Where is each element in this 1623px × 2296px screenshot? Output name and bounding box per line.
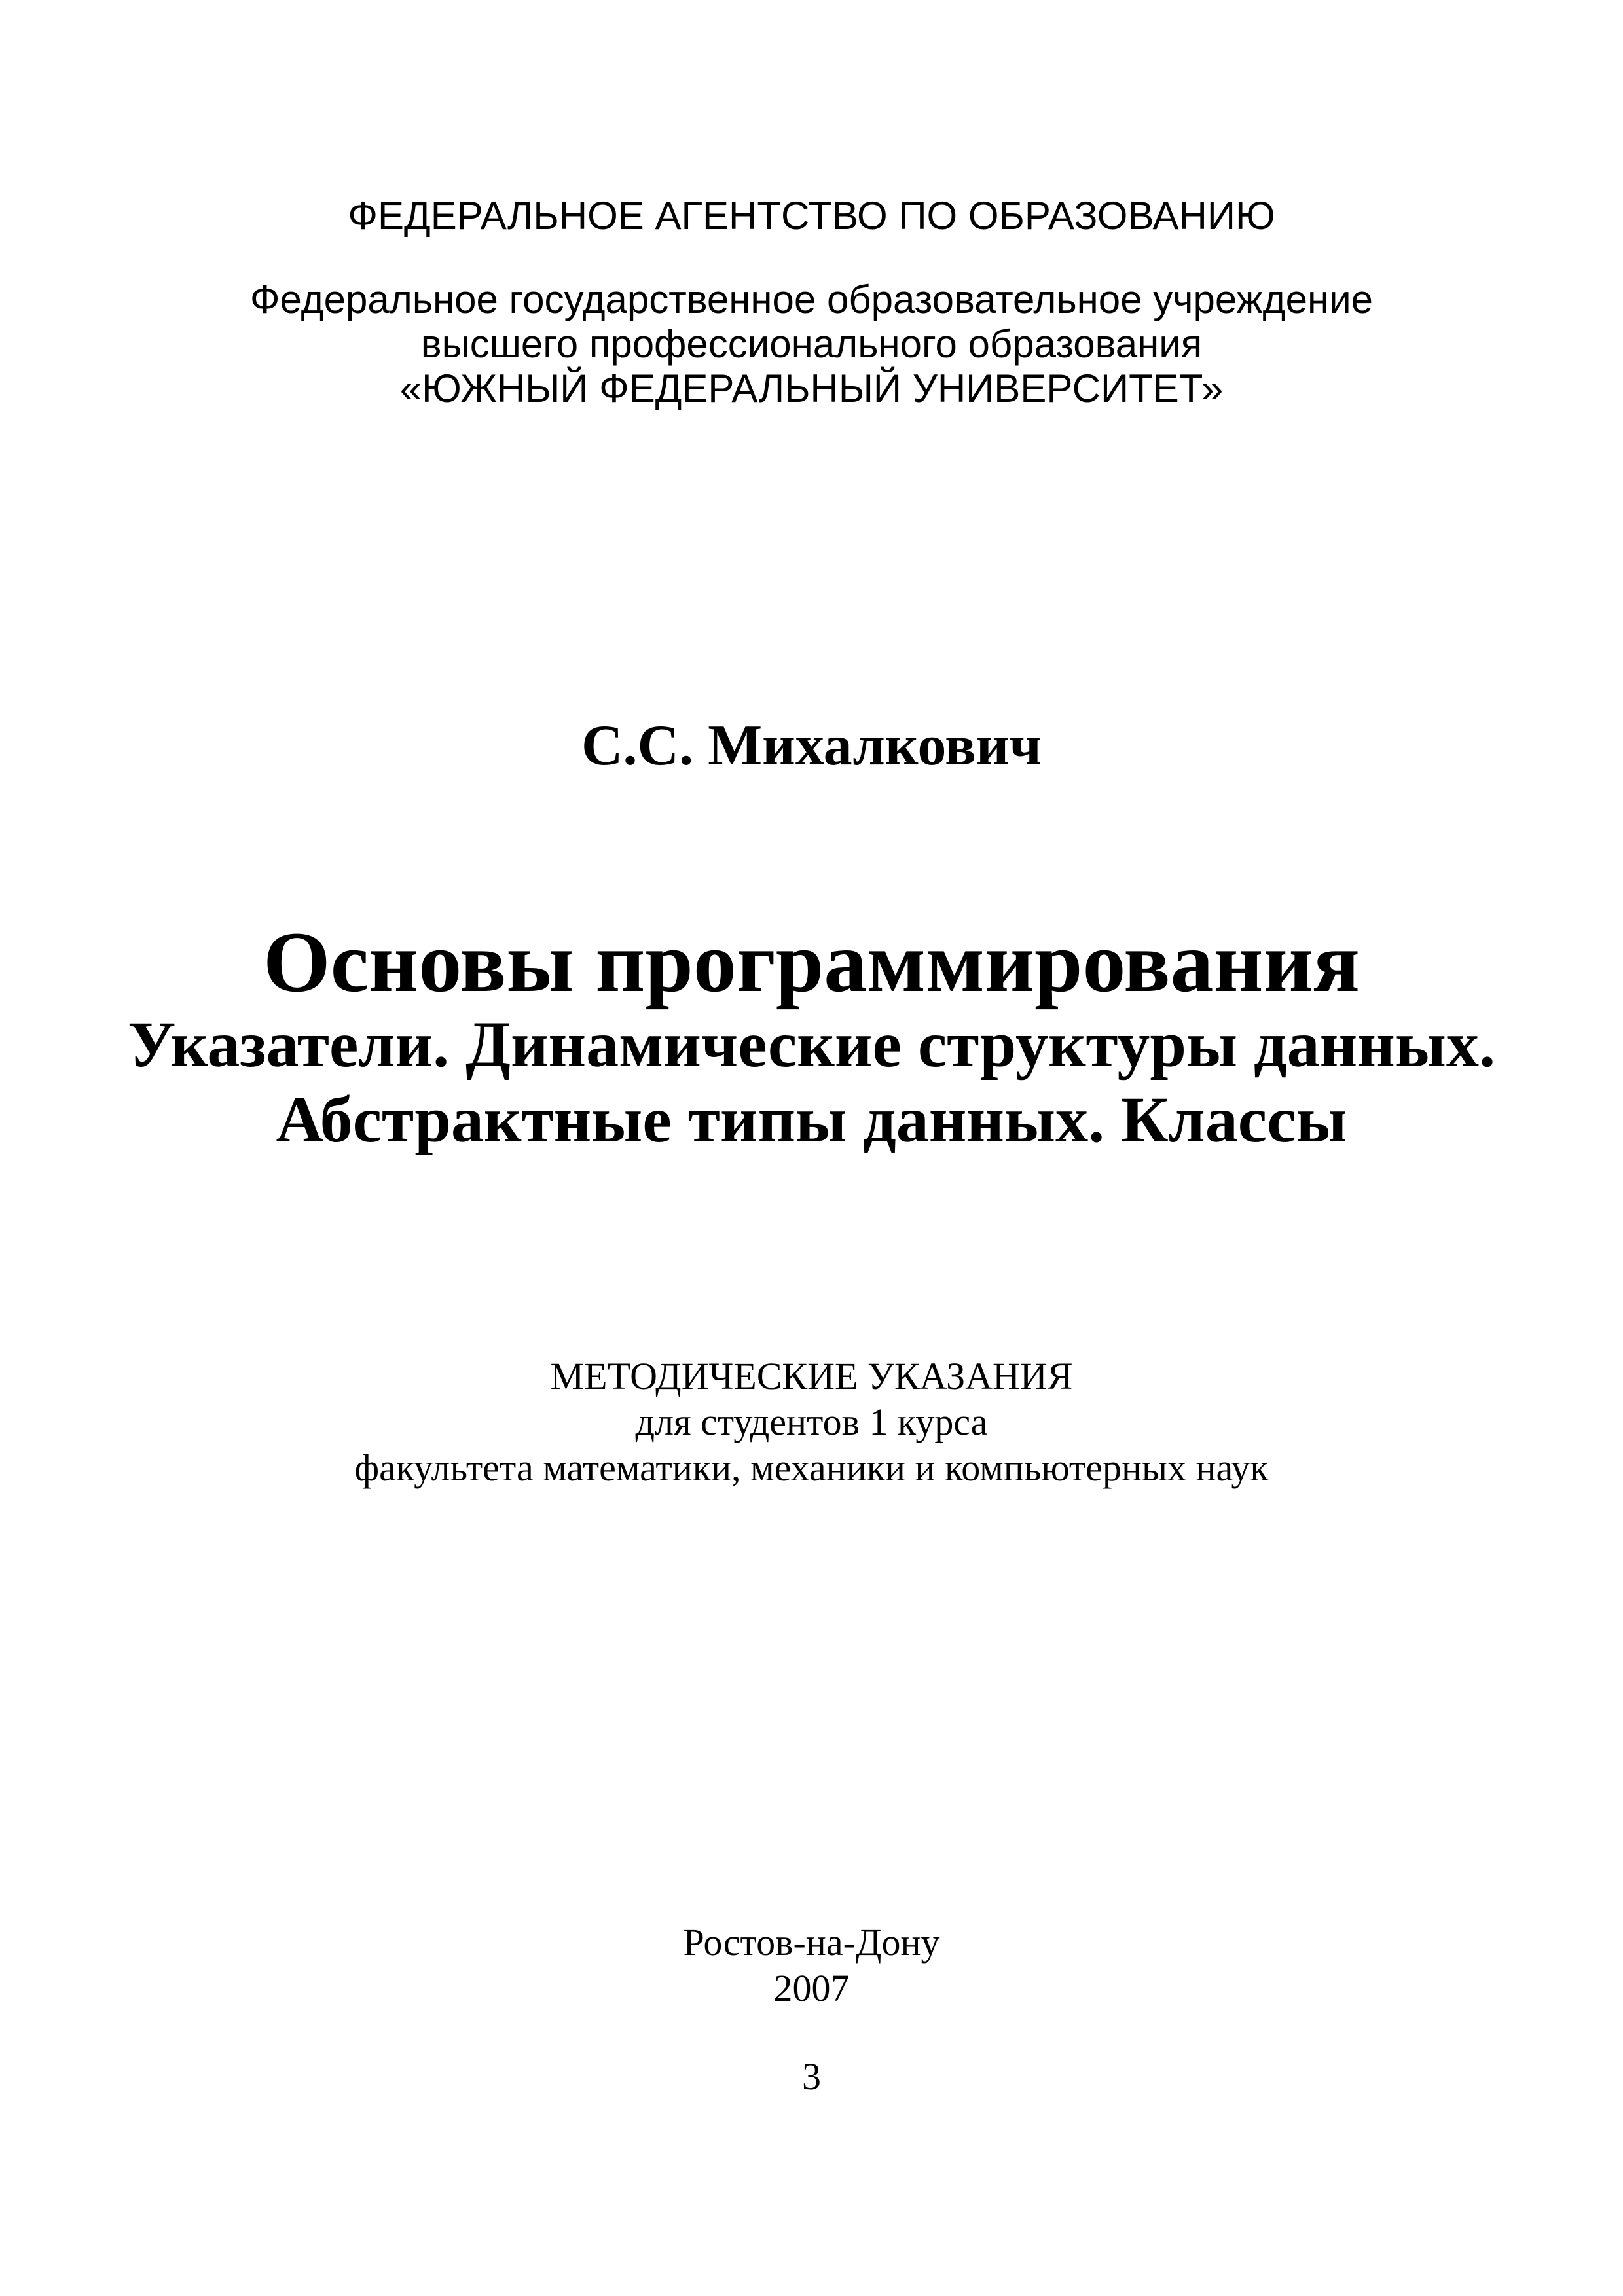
book-subtitle-line-1: Указатели. Динамические структуры данных.: [128, 1008, 1495, 1081]
book-subtitle-line-2: Абстрактные типы данных. Классы: [276, 1083, 1347, 1156]
author-name: С.С. Михалкович: [581, 714, 1042, 778]
institution-line-2: высшего профессионального образования: [420, 322, 1203, 366]
book-title: Основы программирования: [263, 914, 1360, 1010]
audience-line-1: для студентов 1 курса: [635, 1401, 988, 1443]
publication-year: 2007: [773, 1967, 850, 2009]
agency-name: ФЕДЕРАЛЬНОЕ АГЕНТСТВО ПО ОБРАЗОВАНИЮ: [348, 194, 1275, 238]
audience-line-2: факультета математики, механики и компьютерных наук: [354, 1446, 1269, 1489]
institution-line-1: Федеральное государственное образовательное учреждение: [249, 278, 1374, 321]
publication-city: Ростов-на-Дону: [683, 1921, 940, 1964]
university-name: «ЮЖНЫЙ ФЕДЕРАЛЬНЫЙ УНИВЕРСИТЕТ»: [399, 367, 1224, 410]
page-number: 3: [802, 2055, 821, 2098]
document-type-heading: МЕТОДИЧЕСКИЕ УКАЗАНИЯ: [550, 1355, 1073, 1397]
